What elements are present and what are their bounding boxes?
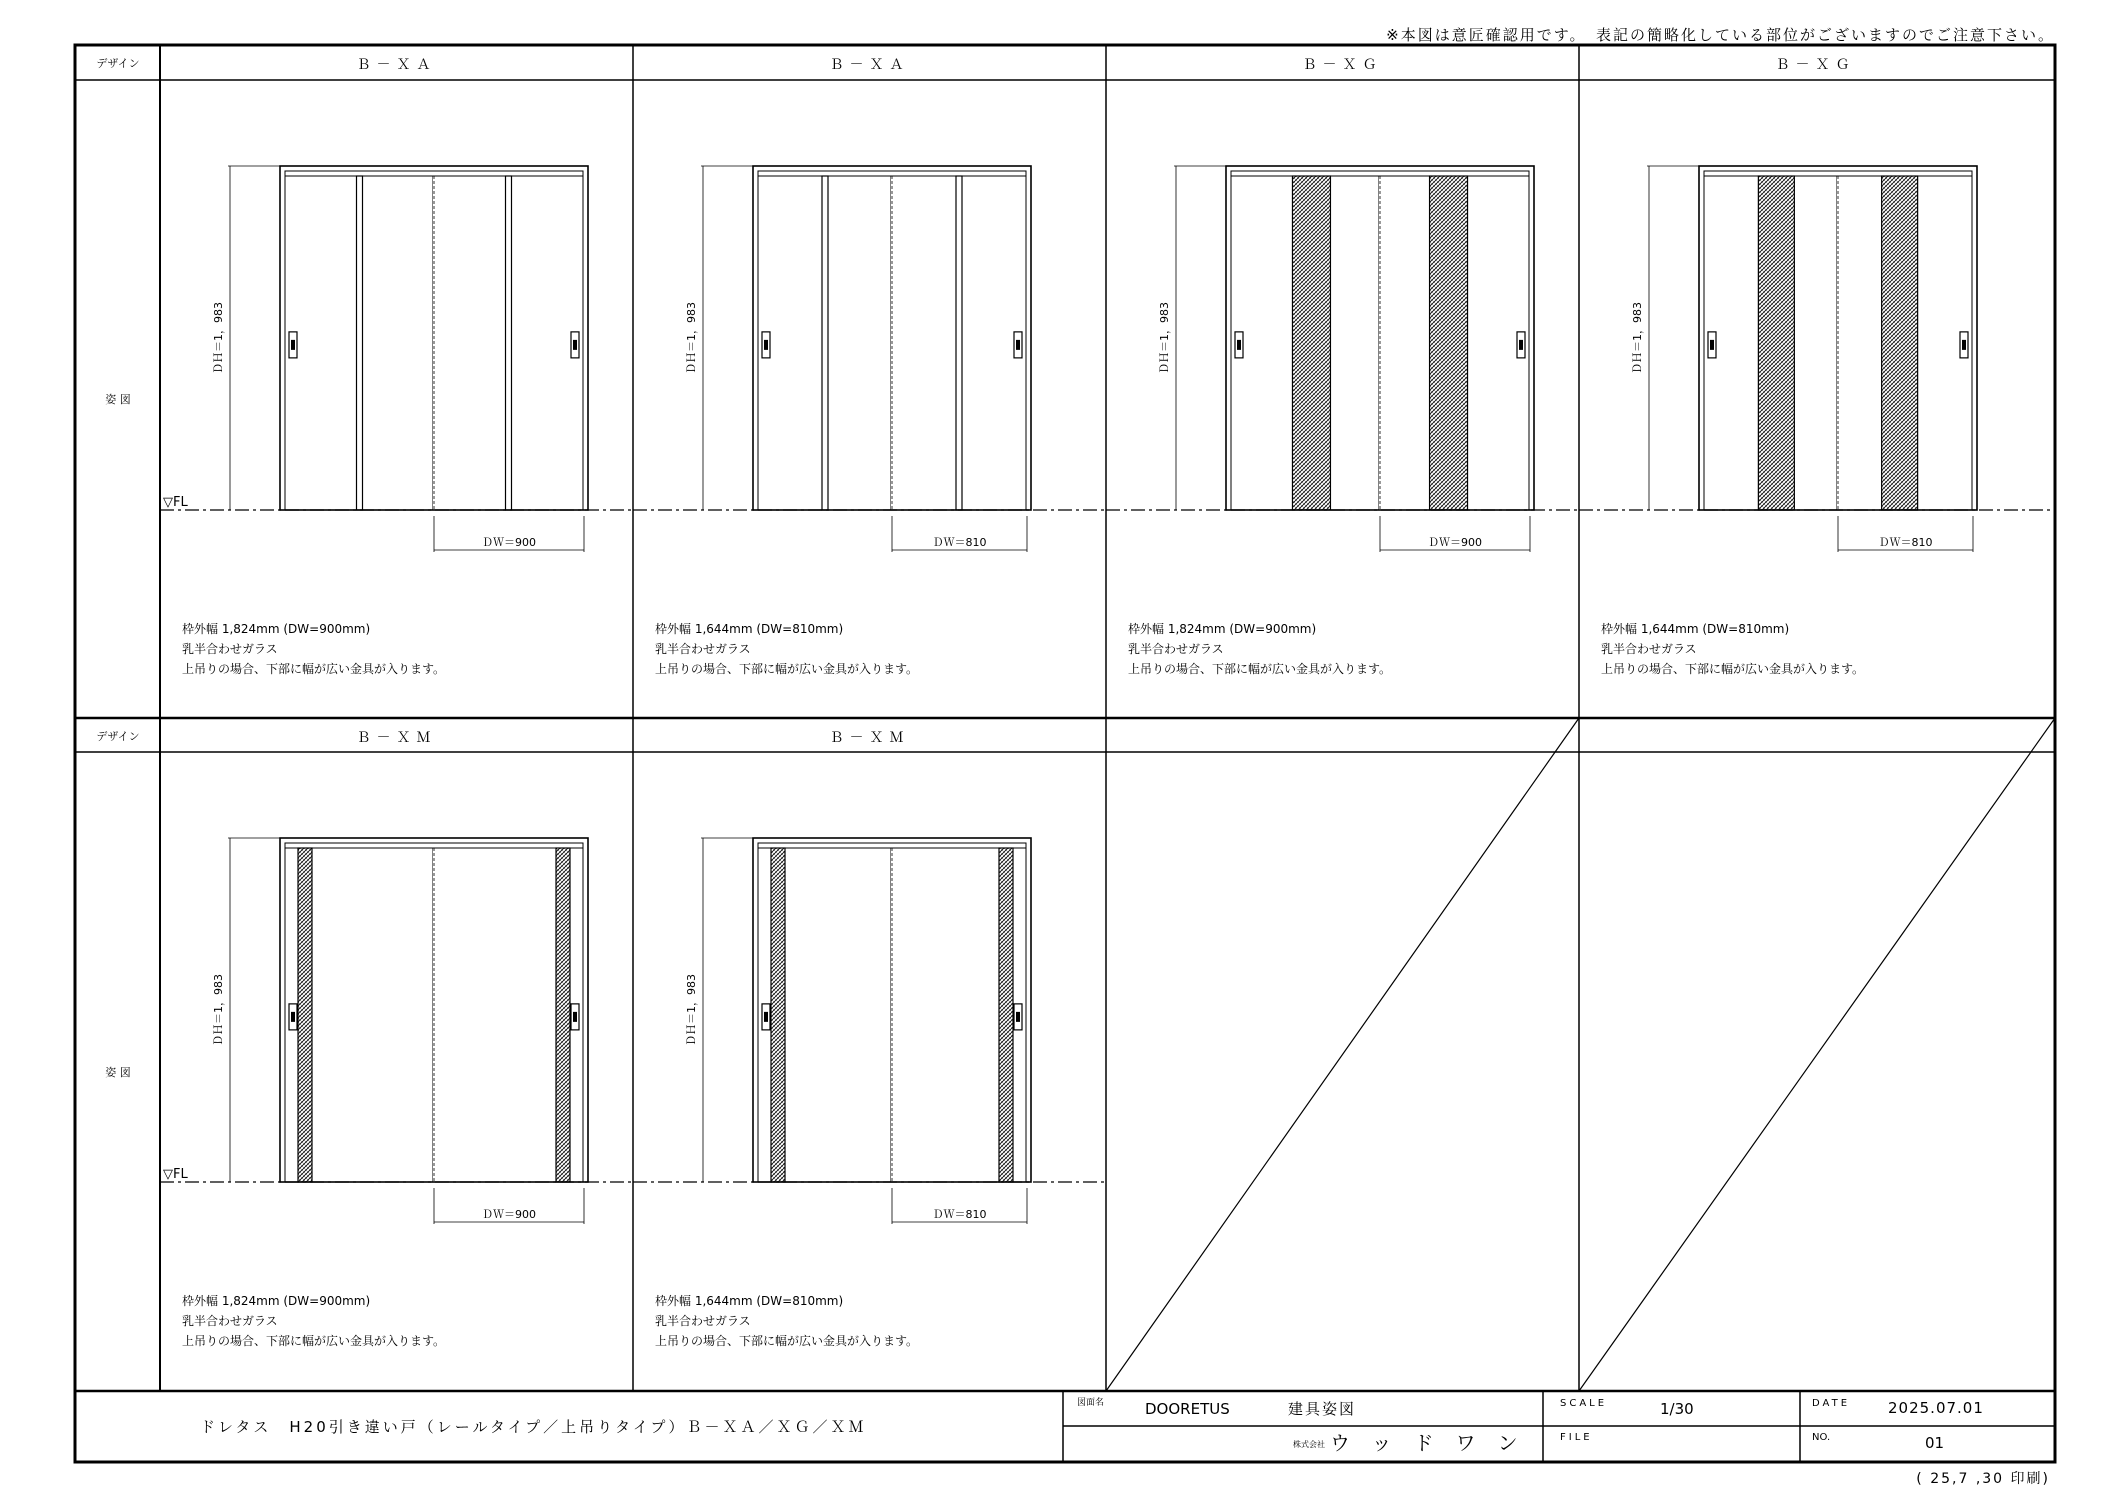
no-label: NO. <box>1812 1432 1831 1443</box>
hanging-note: 上吊りの場合、下部に幅が広い金具が入ります。 <box>1601 662 1865 676</box>
design-code: Ｂ－ＸＡ <box>356 57 437 73</box>
dh-dimension: ＤＨ＝1，983 <box>212 302 225 374</box>
row-label-design-2: デザイン <box>96 730 140 743</box>
dw-dimension: ＤＷ＝810 <box>932 536 987 549</box>
dw-dimension: ＤＷ＝900 <box>482 536 536 549</box>
dw-dimension: ＤＷ＝810 <box>1878 536 1933 549</box>
design-code: Ｂ－ＸＧ <box>1302 57 1383 73</box>
top-note: ※本図は意匠確認用です。 表記の簡略化している部位がございますのでご注意下さい。 <box>1386 26 2055 44</box>
hanging-note: 上吊りの場合、下部に幅が広い金具が入ります。 <box>655 1334 919 1348</box>
frame-width-note: 枠外幅 1,824mm (DW=900mm) <box>182 622 371 636</box>
drawing-type: 建具姿図 <box>1288 1400 1357 1418</box>
company-name: ウッドワン <box>1330 1431 1540 1455</box>
drawing-name: DOORETUS <box>1145 1400 1230 1418</box>
scale-label: SCALE <box>1560 1398 1608 1409</box>
dw-dimension: ＤＷ＝900 <box>1428 536 1482 549</box>
frame-width-note: 枠外幅 1,824mm (DW=900mm) <box>182 1294 371 1308</box>
dh-dimension: ＤＨ＝1，983 <box>1158 302 1171 374</box>
drawing-name-label: 図面名 <box>1077 1398 1105 1408</box>
design-code: Ｂ－ＸＭ <box>356 730 437 746</box>
panel-2 <box>633 57 1106 676</box>
row-label-elevation-1: 姿 図 <box>105 393 131 406</box>
dh-dimension: ＤＨ＝1，983 <box>212 974 225 1046</box>
glass-note: 乳半合わせガラス <box>182 1314 278 1328</box>
hanging-note: 上吊りの場合、下部に幅が広い金具が入ります。 <box>182 662 446 676</box>
glass-note: 乳半合わせガラス <box>1601 642 1697 656</box>
print-note: ( 25,7 ,30 印刷) <box>1916 1471 2050 1487</box>
file-label: FILE <box>1560 1432 1593 1443</box>
panel-4 <box>1579 57 2052 676</box>
hanging-note: 上吊りの場合、下部に幅が広い金具が入ります。 <box>182 1334 446 1348</box>
design-code: Ｂ－ＸＭ <box>829 730 910 746</box>
glass-note: 乳半合わせガラス <box>1128 642 1224 656</box>
panel-3 <box>1106 57 1579 676</box>
glass-note: 乳半合わせガラス <box>182 642 278 656</box>
dh-dimension: ＤＨ＝1，983 <box>685 302 698 374</box>
panel-1 <box>160 57 633 676</box>
hanging-note: 上吊りの場合、下部に幅が広い金具が入ります。 <box>1128 662 1392 676</box>
no-value: 01 <box>1925 1434 1945 1452</box>
dw-dimension: ＤＷ＝900 <box>482 1208 536 1221</box>
hanging-note: 上吊りの場合、下部に幅が広い金具が入ります。 <box>655 662 919 676</box>
row-label-elevation-2: 姿 図 <box>105 1066 131 1079</box>
frame-width-note: 枠外幅 1,644mm (DW=810mm) <box>655 1294 844 1308</box>
row-label-design-1: デザイン <box>96 57 140 70</box>
panel-6 <box>633 730 1106 1348</box>
dw-dimension: ＤＷ＝810 <box>932 1208 987 1221</box>
dh-dimension: ＤＨ＝1，983 <box>685 974 698 1046</box>
frame-width-note: 枠外幅 1,644mm (DW=810mm) <box>1601 622 1790 636</box>
floor-level-label: ▽FL <box>163 1167 188 1182</box>
design-code: Ｂ－ＸＧ <box>1775 57 1856 73</box>
product-title: ドレタス H20引き違い戸（レールタイプ／上吊りタイプ）Ｂ－ＸＡ／ＸＧ／ＸＭ <box>200 1418 867 1436</box>
date-label: DATE <box>1812 1398 1851 1409</box>
scale-value: 1/30 <box>1660 1400 1694 1418</box>
date-value: 2025.07.01 <box>1888 1399 1984 1417</box>
floor-level-label: ▽FL <box>163 495 188 510</box>
frame-width-note: 枠外幅 1,644mm (DW=810mm) <box>655 622 844 636</box>
glass-note: 乳半合わせガラス <box>655 642 751 656</box>
panel-5 <box>160 730 633 1348</box>
frame-width-note: 枠外幅 1,824mm (DW=900mm) <box>1128 622 1317 636</box>
glass-note: 乳半合わせガラス <box>655 1314 751 1328</box>
company-prefix: 株式会社 <box>1293 1440 1325 1449</box>
design-code: Ｂ－ＸＡ <box>829 57 910 73</box>
dh-dimension: ＤＨ＝1，983 <box>1631 302 1644 374</box>
